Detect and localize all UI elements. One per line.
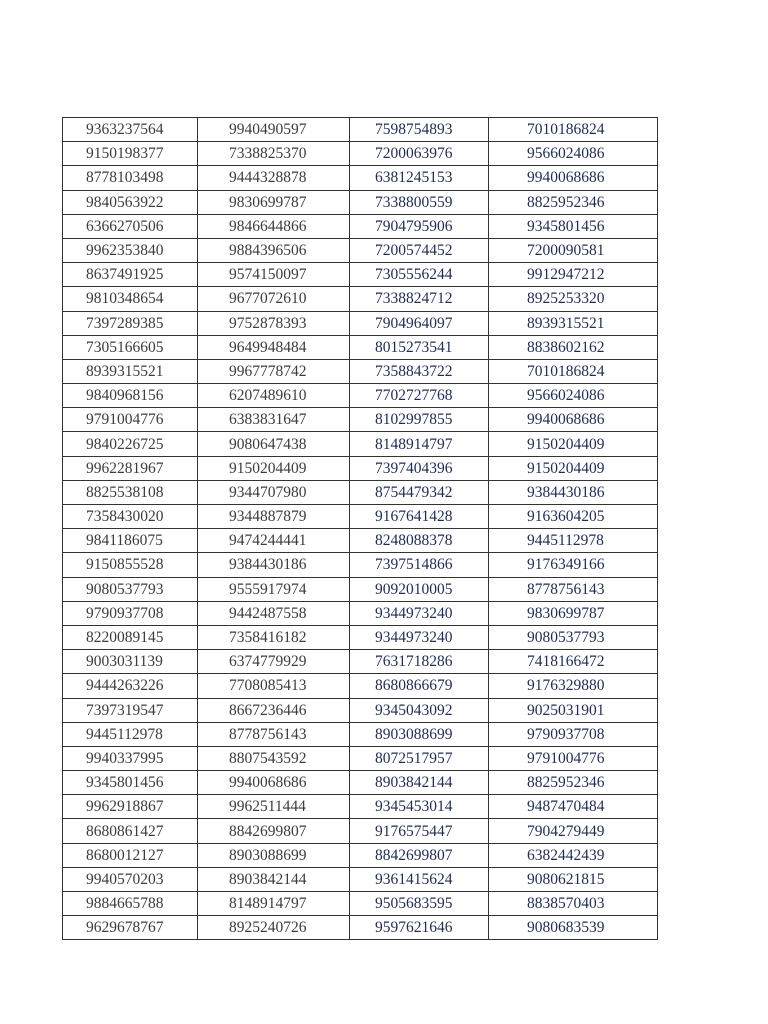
table-cell: 9345801456 xyxy=(63,771,198,795)
table-row xyxy=(63,359,658,383)
table-cell: 9092010005 xyxy=(350,577,489,601)
phone-number-table xyxy=(62,117,658,940)
table-cell: 9791004776 xyxy=(63,408,198,432)
table-row xyxy=(63,166,658,190)
table-cell: 9940337995 xyxy=(63,746,198,770)
table-row xyxy=(63,843,658,867)
table-cell: 9840968156 xyxy=(63,384,198,408)
table-cell: 9752878393 xyxy=(198,311,350,335)
table-row xyxy=(63,408,658,432)
table-cell: 8680866679 xyxy=(350,674,489,698)
table-cell: 9150204409 xyxy=(489,456,658,480)
table-cell: 8842699807 xyxy=(198,819,350,843)
table-cell: 7397319547 xyxy=(63,698,198,722)
table-cell: 9940490597 xyxy=(198,118,350,142)
table-cell: 8637491925 xyxy=(63,263,198,287)
table-cell: 8925240726 xyxy=(198,916,350,940)
table-cell: 9840563922 xyxy=(63,190,198,214)
table-cell: 9080537793 xyxy=(489,625,658,649)
table-cell: 8072517957 xyxy=(350,746,489,770)
table-cell: 7397404396 xyxy=(350,456,489,480)
table-row xyxy=(63,529,658,553)
table-cell: 9574150097 xyxy=(198,263,350,287)
table-cell: 8925253320 xyxy=(489,287,658,311)
table-cell: 9962918867 xyxy=(63,795,198,819)
table-cell: 9363237564 xyxy=(63,118,198,142)
table-cell: 8838570403 xyxy=(489,892,658,916)
table-row xyxy=(63,577,658,601)
table-cell: 9176575447 xyxy=(350,819,489,843)
table-cell: 8778756143 xyxy=(489,577,658,601)
table-row xyxy=(63,819,658,843)
table-cell: 7708085413 xyxy=(198,674,350,698)
table-cell: 9384430186 xyxy=(198,553,350,577)
table-cell: 9597621646 xyxy=(350,916,489,940)
table-cell: 8903842144 xyxy=(198,867,350,891)
table-cell: 9555917974 xyxy=(198,577,350,601)
table-row xyxy=(63,505,658,529)
table-cell: 9361415624 xyxy=(350,867,489,891)
table-row xyxy=(63,214,658,238)
table-row xyxy=(63,650,658,674)
table-cell: 6383831647 xyxy=(198,408,350,432)
table-row xyxy=(63,746,658,770)
table-row xyxy=(63,287,658,311)
table-cell: 7397514866 xyxy=(350,553,489,577)
table-cell: 8778756143 xyxy=(198,722,350,746)
table-cell: 7397289385 xyxy=(63,311,198,335)
table-cell: 8220089145 xyxy=(63,625,198,649)
table-body xyxy=(63,118,658,940)
table-cell: 8667236446 xyxy=(198,698,350,722)
table-cell: 9940068686 xyxy=(198,771,350,795)
table-cell: 9790937708 xyxy=(63,601,198,625)
table-cell: 9344973240 xyxy=(350,625,489,649)
table-cell: 9150204409 xyxy=(489,432,658,456)
table-row xyxy=(63,480,658,504)
table-cell: 8903088699 xyxy=(198,843,350,867)
table-row xyxy=(63,190,658,214)
table-cell: 8148914797 xyxy=(350,432,489,456)
table-row xyxy=(63,238,658,262)
table-row xyxy=(63,892,658,916)
table-cell: 7904279449 xyxy=(489,819,658,843)
table-cell: 9629678767 xyxy=(63,916,198,940)
table-cell: 9080683539 xyxy=(489,916,658,940)
table-row xyxy=(63,722,658,746)
table-row xyxy=(63,867,658,891)
table-cell: 9442487558 xyxy=(198,601,350,625)
table-cell: 7338824712 xyxy=(350,287,489,311)
table-cell: 6382442439 xyxy=(489,843,658,867)
table-cell: 9884665788 xyxy=(63,892,198,916)
table-cell: 9677072610 xyxy=(198,287,350,311)
table-cell: 9445112978 xyxy=(489,529,658,553)
table-cell: 6381245153 xyxy=(350,166,489,190)
table-row xyxy=(63,142,658,166)
table-row xyxy=(63,771,658,795)
table-cell: 9487470484 xyxy=(489,795,658,819)
table-cell: 7598754893 xyxy=(350,118,489,142)
table-cell: 8825952346 xyxy=(489,771,658,795)
table-cell: 7631718286 xyxy=(350,650,489,674)
table-row xyxy=(63,601,658,625)
table-cell: 8102997855 xyxy=(350,408,489,432)
table-cell: 9344707980 xyxy=(198,480,350,504)
table-cell: 9962281967 xyxy=(63,456,198,480)
table-cell: 9912947212 xyxy=(489,263,658,287)
table-cell: 9967778742 xyxy=(198,359,350,383)
table-cell: 6366270506 xyxy=(63,214,198,238)
table-row xyxy=(63,432,658,456)
table-cell: 9445112978 xyxy=(63,722,198,746)
table-cell: 9840226725 xyxy=(63,432,198,456)
table-cell: 9344887879 xyxy=(198,505,350,529)
table-cell: 8778103498 xyxy=(63,166,198,190)
table-cell: 9962511444 xyxy=(198,795,350,819)
table-cell: 7358416182 xyxy=(198,625,350,649)
table-row xyxy=(63,456,658,480)
table-cell: 8939315521 xyxy=(63,359,198,383)
table-cell: 9474244441 xyxy=(198,529,350,553)
table-cell: 8838602162 xyxy=(489,335,658,359)
table-row xyxy=(63,335,658,359)
table-cell: 9163604205 xyxy=(489,505,658,529)
table-cell: 9649948484 xyxy=(198,335,350,359)
table-cell: 8842699807 xyxy=(350,843,489,867)
table-cell: 7200090581 xyxy=(489,238,658,262)
table-cell: 7305556244 xyxy=(350,263,489,287)
table-cell: 8754479342 xyxy=(350,480,489,504)
table-row xyxy=(63,553,658,577)
table-cell: 9940570203 xyxy=(63,867,198,891)
table-row xyxy=(63,674,658,698)
table-cell: 8148914797 xyxy=(198,892,350,916)
table-cell: 7358430020 xyxy=(63,505,198,529)
table-cell: 9150855528 xyxy=(63,553,198,577)
table-cell: 9830699787 xyxy=(489,601,658,625)
table-cell: 7904795906 xyxy=(350,214,489,238)
table-cell: 9345453014 xyxy=(350,795,489,819)
table-cell: 9080621815 xyxy=(489,867,658,891)
table-cell: 7338800559 xyxy=(350,190,489,214)
table-cell: 9080537793 xyxy=(63,577,198,601)
table-cell: 9025031901 xyxy=(489,698,658,722)
table-cell: 9344973240 xyxy=(350,601,489,625)
table-cell: 9345043092 xyxy=(350,698,489,722)
table-row xyxy=(63,118,658,142)
table-cell: 7305166605 xyxy=(63,335,198,359)
table-cell: 9830699787 xyxy=(198,190,350,214)
table-cell: 7200574452 xyxy=(350,238,489,262)
table-cell: 8680861427 xyxy=(63,819,198,843)
table-cell: 7200063976 xyxy=(350,142,489,166)
table-cell: 7904964097 xyxy=(350,311,489,335)
table-row xyxy=(63,625,658,649)
table-cell: 7358843722 xyxy=(350,359,489,383)
table-cell: 6374779929 xyxy=(198,650,350,674)
table-cell: 8015273541 xyxy=(350,335,489,359)
table-cell: 9167641428 xyxy=(350,505,489,529)
table-cell: 9566024086 xyxy=(489,384,658,408)
table-cell: 9940068686 xyxy=(489,166,658,190)
table-cell: 7418166472 xyxy=(489,650,658,674)
table-row xyxy=(63,384,658,408)
table-cell: 9176329880 xyxy=(489,674,658,698)
table-cell: 9566024086 xyxy=(489,142,658,166)
table-cell: 8825952346 xyxy=(489,190,658,214)
table-cell: 9444263226 xyxy=(63,674,198,698)
table-row xyxy=(63,795,658,819)
table-cell: 9345801456 xyxy=(489,214,658,238)
table-cell: 8825538108 xyxy=(63,480,198,504)
table-cell: 6207489610 xyxy=(198,384,350,408)
table-cell: 9003031139 xyxy=(63,650,198,674)
table-cell: 8248088378 xyxy=(350,529,489,553)
table-cell: 9444328878 xyxy=(198,166,350,190)
table-cell: 9176349166 xyxy=(489,553,658,577)
table-row xyxy=(63,916,658,940)
table-cell: 8807543592 xyxy=(198,746,350,770)
table-cell: 9940068686 xyxy=(489,408,658,432)
table-cell: 9962353840 xyxy=(63,238,198,262)
table-cell: 9384430186 xyxy=(489,480,658,504)
table-cell: 8680012127 xyxy=(63,843,198,867)
table-cell: 8903842144 xyxy=(350,771,489,795)
table-cell: 7010186824 xyxy=(489,359,658,383)
table-cell: 9790937708 xyxy=(489,722,658,746)
table-cell: 9791004776 xyxy=(489,746,658,770)
table-cell: 9841186075 xyxy=(63,529,198,553)
table-cell: 9150204409 xyxy=(198,456,350,480)
table-cell: 8939315521 xyxy=(489,311,658,335)
table-cell: 9150198377 xyxy=(63,142,198,166)
table-cell: 9884396506 xyxy=(198,238,350,262)
table-cell: 9810348654 xyxy=(63,287,198,311)
table-cell: 8903088699 xyxy=(350,722,489,746)
table-row xyxy=(63,311,658,335)
table-cell: 9505683595 xyxy=(350,892,489,916)
table-cell: 7338825370 xyxy=(198,142,350,166)
table-cell: 9846644866 xyxy=(198,214,350,238)
table-cell: 7702727768 xyxy=(350,384,489,408)
table-cell: 9080647438 xyxy=(198,432,350,456)
table-row xyxy=(63,263,658,287)
table-row xyxy=(63,698,658,722)
table-cell: 7010186824 xyxy=(489,118,658,142)
